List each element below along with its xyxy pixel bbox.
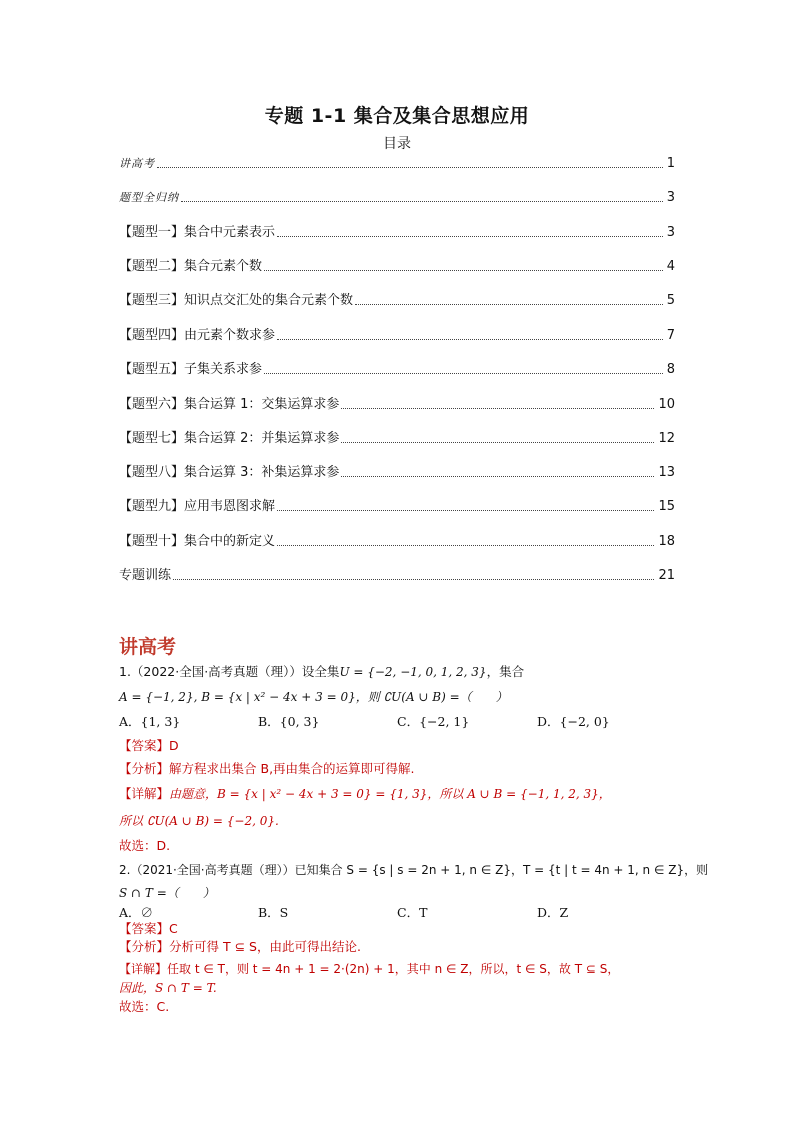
analysis-text: 解方程求出集合 B,再由集合的运算即可得解.: [169, 761, 415, 776]
toc-leader: [277, 544, 654, 546]
toc-page-number: 7: [666, 328, 675, 343]
detail-tag: 【详解】: [119, 786, 170, 801]
toc-page-number: 8: [666, 362, 675, 377]
toc-label: 【题型六】集合运算 1：交集运算求参: [119, 397, 340, 412]
analysis-text: 分析可得 T ⊆ S，由此可得出结论.: [169, 939, 361, 954]
toc-label: 讲高考: [119, 157, 155, 170]
toc-leader: [277, 509, 654, 511]
analysis-tag: 【分析】: [119, 939, 170, 954]
detail-text: 任取 t ∈ T，则 t = 4n + 1 = 2·(2n) + 1，其中 n ∈ Z，所以，t ∈ S，故 T ⊆ S，: [167, 962, 620, 976]
toc-label: 【题型三】知识点交汇处的集合元素个数: [119, 293, 354, 308]
toc-entry[interactable]: [119, 154, 675, 172]
question-2-option-c: C．T: [397, 905, 428, 920]
toc-leader: [264, 372, 663, 374]
toc-entry[interactable]: [119, 497, 675, 515]
question-1-stem-prefix: 1.（2022·全国·高考真题（理））设全集: [119, 664, 340, 679]
toc-heading: 目录: [383, 136, 411, 152]
answer-value: C: [169, 921, 178, 936]
toc-entry[interactable]: [119, 360, 675, 378]
answer-tag: 【答案】: [119, 738, 170, 753]
toc-label: 【题型四】由元素个数求参: [119, 328, 276, 343]
question-2-answer: [119, 920, 679, 938]
toc-page-number: 15: [658, 499, 675, 514]
toc-page-number: 13: [658, 465, 675, 480]
question-2-conclusion: 故选：C.: [119, 999, 170, 1014]
toc-leader: [341, 475, 654, 477]
toc-page-number: 3: [666, 190, 675, 205]
answer-tag: 【答案】: [119, 921, 170, 936]
toc-leader: [264, 269, 663, 271]
question-1-detail: [119, 785, 679, 803]
toc-leader: [277, 235, 663, 237]
question-1-option-d: D．{−2, 0}: [537, 714, 610, 729]
toc-page-number: 4: [666, 259, 675, 274]
question-2-option-a: A．∅: [119, 905, 154, 920]
toc-label: 题型全归纳: [119, 191, 179, 204]
question-2-detail: [119, 960, 679, 978]
toc-entry[interactable]: [119, 326, 675, 344]
toc-page-number: 10: [658, 397, 675, 412]
toc-leader: [157, 166, 663, 168]
toc-entry[interactable]: [119, 223, 675, 241]
detail-tag: 【详解】: [119, 962, 168, 976]
toc-label: 【题型八】集合运算 3：补集运算求参: [119, 465, 340, 480]
question-1-answer: [119, 737, 679, 755]
detail-text: 由题意，B = {x | x² − 4x + 3 = 0} = {1, 3}，所以 A ∪ B = {−1, 1, 2, 3}，: [169, 787, 611, 801]
question-1-stem-line2: A = {−1, 2}, B = {x | x² − 4x + 3 = 0}，则 ∁U(A ∪ B) =（ ）: [119, 690, 508, 704]
toc-entry[interactable]: [119, 395, 675, 413]
toc-page-number: 1: [666, 156, 675, 171]
toc-label: 【题型五】子集关系求参: [119, 362, 263, 377]
question-2-stem: 2.（2021·全国·高考真题（理））已知集合 S = {s | s = 2n + 1, n ∈ Z}，T = {t | t = 4n + 1, n ∈ Z}，则: [119, 863, 709, 877]
toc-entry[interactable]: [119, 257, 675, 275]
question-1-stem-suffix: ，集合: [486, 664, 525, 679]
question-2-option-d: D．Z: [537, 905, 569, 920]
toc-label: 【题型一】集合中元素表示: [119, 225, 276, 240]
toc-label: 【题型十】集合中的新定义: [119, 534, 276, 549]
question-1-analysis: [119, 760, 679, 778]
section-heading: 讲高考: [119, 636, 177, 658]
question-2-analysis: [119, 938, 679, 956]
toc-page-number: 18: [658, 534, 675, 549]
toc-entry[interactable]: [119, 463, 675, 481]
toc-page-number: 21: [658, 568, 675, 583]
answer-value: D: [169, 738, 179, 753]
toc-leader: [355, 303, 663, 305]
question-2-detail-line2: 因此，S ∩ T = T.: [119, 981, 217, 995]
toc-leader: [341, 407, 654, 409]
toc-label: 【题型七】集合运算 2：并集运算求参: [119, 431, 340, 446]
toc-label: 【题型二】集合元素个数: [119, 259, 263, 274]
toc-leader: [173, 578, 654, 580]
toc-page-number: 3: [666, 225, 675, 240]
question-1-conclusion: 故选：D.: [119, 838, 171, 853]
analysis-tag: 【分析】: [119, 761, 170, 776]
question-1-option-c: C．{−2, 1}: [397, 714, 470, 729]
toc-entry[interactable]: [119, 566, 675, 584]
toc-entry[interactable]: [119, 532, 675, 550]
toc-page-number: 12: [658, 431, 675, 446]
question-1-option-a: A．{1, 3}: [119, 714, 181, 729]
question-2-option-b: B．S: [258, 905, 289, 920]
toc-entry[interactable]: [119, 188, 675, 206]
question-1-detail-line2: 所以 ∁U(A ∪ B) = {−2, 0}.: [119, 814, 279, 828]
toc-leader: [341, 441, 654, 443]
toc-label: 【题型九】应用韦恩图求解: [119, 499, 276, 514]
question-1-option-b: B．{0, 3}: [258, 714, 320, 729]
toc-entry[interactable]: [119, 291, 675, 309]
toc-leader: [181, 200, 663, 202]
toc-leader: [277, 338, 663, 340]
page-title: 专题 1-1 集合及集合思想应用: [264, 105, 530, 127]
toc-page-number: 5: [666, 293, 675, 308]
question-1-universal-set: U = {−2, −1, 0, 1, 2, 3}: [339, 665, 487, 679]
toc-label: 专题训练: [119, 568, 172, 583]
toc-entry[interactable]: [119, 429, 675, 447]
question-1-stem: [119, 663, 679, 681]
question-2-stem-line2: S ∩ T =（ ）: [119, 886, 215, 900]
